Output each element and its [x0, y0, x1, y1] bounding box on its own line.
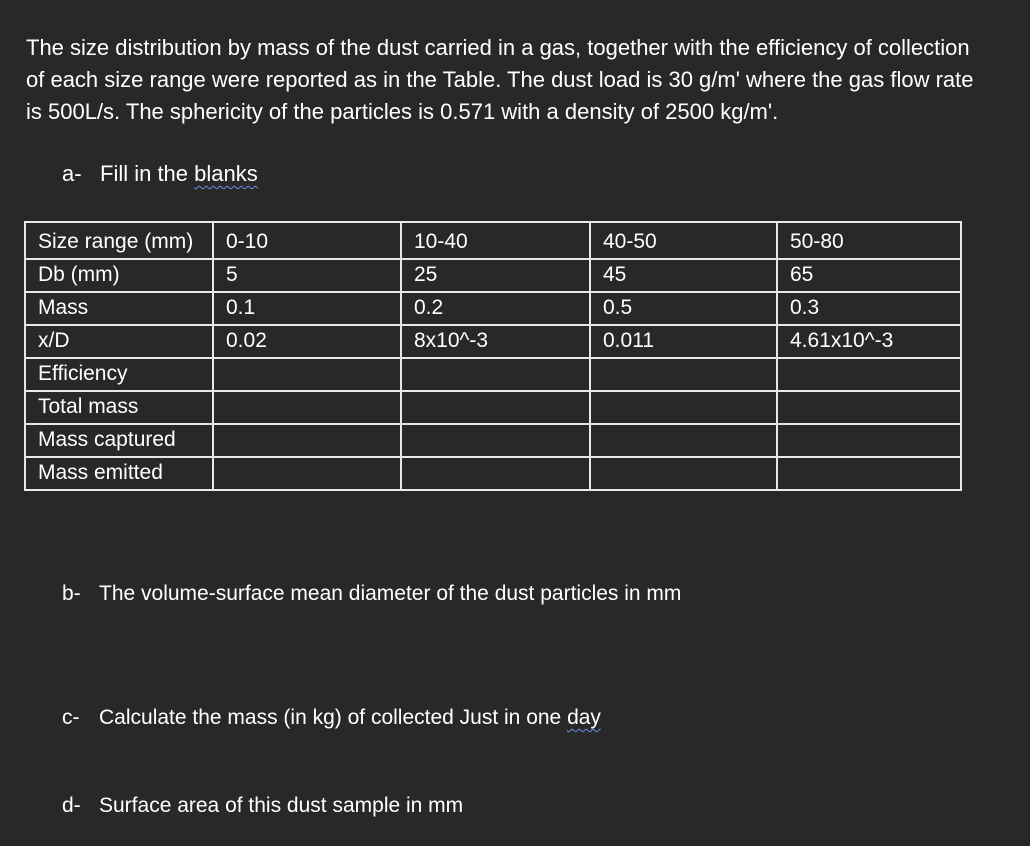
- part-d-label: d-: [62, 794, 81, 817]
- row-header-cell: Mass: [25, 292, 213, 325]
- part-b-text: The volume-surface mean diameter of the dust particles in mm: [99, 582, 682, 605]
- row-header-cell: Efficiency: [25, 358, 213, 391]
- table-cell: [213, 457, 401, 490]
- table-row: [25, 292, 961, 325]
- part-a: [62, 159, 258, 189]
- part-c-underlined-word: day: [567, 706, 601, 729]
- table-cell: [213, 391, 401, 424]
- table-cell: 4.61x10^-3: [777, 325, 961, 358]
- part-d: [62, 792, 463, 820]
- row-header-cell: Db (mm): [25, 259, 213, 292]
- table-cell: [401, 424, 590, 457]
- table-cell: [777, 391, 961, 424]
- table-cell: 0.5: [590, 292, 777, 325]
- table-cell: [401, 391, 590, 424]
- table-cell: 45: [590, 259, 777, 292]
- table-cell: [590, 358, 777, 391]
- row-header-cell: x/D: [25, 325, 213, 358]
- table-cell: [213, 358, 401, 391]
- row-header-cell: Mass emitted: [25, 457, 213, 490]
- table-cell: 0.2: [401, 292, 590, 325]
- table-cell: [590, 457, 777, 490]
- table-row: [25, 391, 961, 424]
- part-c-text: Calculate the mass (in kg) of collected Just in one: [99, 706, 568, 729]
- part-a-label: a-: [62, 161, 82, 186]
- table-cell: [777, 457, 961, 490]
- row-header-cell: Size range (mm): [25, 222, 213, 259]
- table-cell: [777, 358, 961, 391]
- table-cell: 25: [401, 259, 590, 292]
- table-cell: [213, 424, 401, 457]
- table-cell: 0.011: [590, 325, 777, 358]
- part-b: [62, 580, 681, 608]
- table-cell: [777, 424, 961, 457]
- part-a-text: Fill in the: [100, 161, 195, 186]
- part-c-label: c-: [62, 706, 80, 729]
- part-a-underlined-word: blanks: [194, 161, 258, 186]
- table-row: [25, 325, 961, 358]
- table-row: [25, 457, 961, 490]
- table-row: [25, 358, 961, 391]
- table-cell: [590, 391, 777, 424]
- table-cell: 40-50: [590, 222, 777, 259]
- table-cell: 5: [213, 259, 401, 292]
- table-cell: 8x10^-3: [401, 325, 590, 358]
- table-cell: 0-10: [213, 222, 401, 259]
- part-c: [62, 704, 601, 732]
- table-cell: 10-40: [401, 222, 590, 259]
- table-cell: [401, 457, 590, 490]
- table-cell: 0.02: [213, 325, 401, 358]
- table-cell: 0.1: [213, 292, 401, 325]
- row-header-cell: Mass captured: [25, 424, 213, 457]
- table-row: [25, 259, 961, 292]
- table-cell: [590, 424, 777, 457]
- problem-statement: The size distribution by mass of the dust carried in a gas, together with the efficiency of collection of each size range were reported as in the Table. The dust load is 30 g/m' where the gas flow rate is 500L/s. The sphericity of the particles is 0.571 with a density of 2500 kg/m'.: [26, 35, 974, 124]
- row-header-cell: Total mass: [25, 391, 213, 424]
- part-d-text: Surface area of this dust sample in mm: [99, 794, 464, 817]
- table-cell: [401, 358, 590, 391]
- size-distribution-table: [24, 221, 962, 491]
- table-cell: 65: [777, 259, 961, 292]
- table-cell: 50-80: [777, 222, 961, 259]
- table-row: [25, 222, 961, 259]
- table-row: [25, 424, 961, 457]
- part-b-label: b-: [62, 582, 81, 605]
- table-cell: 0.3: [777, 292, 961, 325]
